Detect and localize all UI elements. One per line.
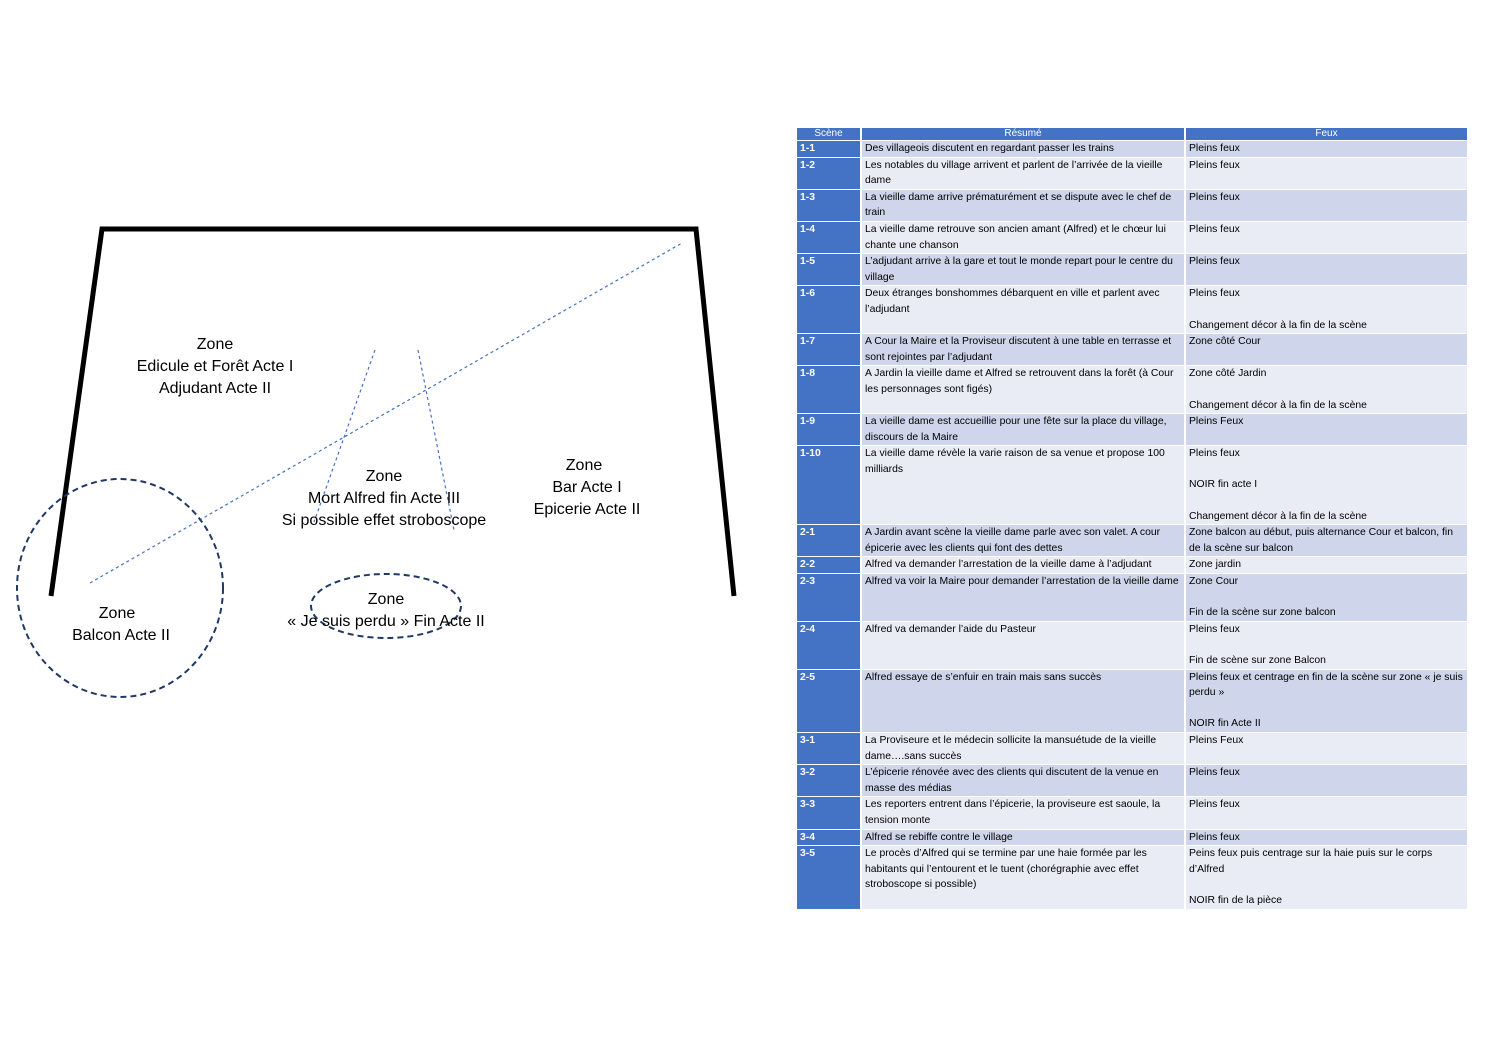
cell-resume bbox=[862, 286, 1184, 333]
cell-feux bbox=[1186, 830, 1467, 846]
table-row bbox=[797, 557, 1467, 573]
cell-resume bbox=[862, 414, 1184, 445]
cell-resume bbox=[862, 525, 1184, 556]
cell-resume bbox=[862, 158, 1184, 189]
resume-line: La vieille dame révèle la varie raison de sa venue et propose 100 milliards bbox=[865, 448, 1165, 475]
cell-scene: 2-1 bbox=[797, 525, 860, 556]
feux-line: Pleins feux et centrage en fin de la scène sur zone « je suis perdu » bbox=[1189, 671, 1463, 699]
feux-line: Pleins Feux bbox=[1189, 416, 1244, 428]
feux-line: Zone côté Cour bbox=[1189, 336, 1261, 348]
zone-label-perdu bbox=[266, 589, 506, 633]
zone-line: « Je suis perdu » Fin Acte II bbox=[287, 613, 485, 630]
cell-resume bbox=[862, 254, 1184, 285]
feux-line: Fin de la scène sur zone balcon bbox=[1189, 607, 1336, 619]
cell-scene: 1-7 bbox=[797, 334, 860, 365]
cell-resume bbox=[862, 765, 1184, 796]
cell-feux bbox=[1186, 574, 1467, 621]
table-row bbox=[797, 670, 1467, 732]
cell-feux bbox=[1186, 733, 1467, 764]
resume-line: Alfred va voir la Maire pour demander l’arrestation de la vieille dame bbox=[865, 576, 1179, 588]
feux-line bbox=[1189, 701, 1464, 717]
scene-table bbox=[795, 127, 1469, 910]
cell-feux bbox=[1186, 222, 1467, 253]
table-row bbox=[797, 525, 1467, 556]
zone-line: Edicule et Forêt Acte I bbox=[136, 358, 294, 375]
feux-line: Zone côté Jardin bbox=[1189, 368, 1267, 380]
feux-line: Zone jardin bbox=[1189, 559, 1241, 571]
resume-line: Alfred essaye de s’enfuir en train mais sans succès bbox=[865, 671, 1102, 683]
zone-line: Zone bbox=[365, 468, 403, 485]
feux-line: NOIR fin de la pièce bbox=[1189, 894, 1282, 906]
feux-line: Pleins feux bbox=[1189, 799, 1240, 811]
zone-line: Mort Alfred fin Acte III bbox=[307, 490, 461, 507]
table-row bbox=[797, 286, 1467, 333]
cell-resume bbox=[862, 574, 1184, 621]
header-scene: Scène bbox=[797, 128, 860, 140]
feux-line: NOIR fin acte I bbox=[1189, 479, 1258, 491]
feux-line: Fin de scène sur zone Balcon bbox=[1189, 655, 1326, 666]
cell-feux bbox=[1186, 334, 1467, 365]
resume-line: Des villageois discutent en regardant passer les trains bbox=[865, 143, 1114, 154]
resume-line: Alfred va demander l’aide du Pasteur bbox=[865, 623, 1036, 635]
resume-line: A Cour la Maire et la Proviseur discutent à une table en terrasse et sont rejointes par l’adjudant bbox=[865, 336, 1172, 363]
cell-feux bbox=[1186, 158, 1467, 189]
cell-feux bbox=[1186, 765, 1467, 796]
table-row bbox=[797, 141, 1467, 157]
zone-label-balcon bbox=[51, 603, 191, 647]
table-body bbox=[797, 141, 1467, 909]
feux-line: Changement décor à la fin de la scène bbox=[1189, 510, 1367, 522]
cell-scene: 2-3 bbox=[797, 574, 860, 621]
cell-feux bbox=[1186, 254, 1467, 285]
feux-line: Pleins feux bbox=[1189, 143, 1240, 154]
cell-scene: 3-3 bbox=[797, 797, 860, 828]
table-row bbox=[797, 797, 1467, 828]
cell-scene: 2-5 bbox=[797, 670, 860, 732]
cell-resume bbox=[862, 366, 1184, 413]
resume-line: Les reporters entrent dans l’épicerie, la proviseure est saoule, la tension monte bbox=[865, 799, 1161, 826]
cell-feux bbox=[1186, 414, 1467, 445]
table-row bbox=[797, 254, 1467, 285]
feux-line: Zone balcon au début, puis alternance Cour et balcon, fin de la scène sur balcon bbox=[1189, 527, 1453, 554]
cell-feux bbox=[1186, 557, 1467, 573]
zone-line: Epicerie Acte II bbox=[533, 501, 641, 518]
cell-resume bbox=[862, 797, 1184, 828]
feux-line: Pleins feux bbox=[1189, 159, 1240, 171]
cell-scene: 1-3 bbox=[797, 190, 860, 221]
cell-resume bbox=[862, 670, 1184, 732]
feux-line: Zone Cour bbox=[1189, 576, 1239, 588]
feux-line bbox=[1189, 590, 1464, 606]
feux-line: Changement décor à la fin de la scène bbox=[1189, 319, 1367, 331]
cell-feux bbox=[1186, 190, 1467, 221]
table-row bbox=[797, 446, 1467, 524]
feux-line: Pleins feux bbox=[1189, 831, 1240, 843]
cell-scene: 1-10 bbox=[797, 446, 860, 524]
resume-line: L’épicerie rénovée avec des clients qui discutent de la venue en masse des médias bbox=[865, 767, 1159, 794]
diagonal-dashed-line bbox=[90, 243, 682, 583]
feux-line bbox=[1189, 877, 1464, 893]
zone-line: Zone bbox=[98, 605, 136, 622]
cell-resume bbox=[862, 557, 1184, 573]
header-resume: Résumé bbox=[862, 128, 1184, 140]
resume-line: Le procès d’Alfred qui se termine par une haie formée par les habitants qui l’entourent et le tuent (chorégraphie avec effet stroboscope si possible) bbox=[865, 848, 1147, 891]
feux-line: Pleins Feux bbox=[1189, 734, 1244, 746]
feux-line bbox=[1189, 462, 1464, 478]
cell-scene: 1-5 bbox=[797, 254, 860, 285]
table-row bbox=[797, 366, 1467, 413]
feux-line bbox=[1189, 302, 1464, 318]
cell-feux bbox=[1186, 622, 1467, 669]
zone-label-bar bbox=[507, 455, 667, 521]
cell-scene: 3-5 bbox=[797, 846, 860, 908]
stage-diagram bbox=[0, 0, 760, 760]
cell-scene: 1-6 bbox=[797, 286, 860, 333]
zone-line: Zone bbox=[196, 336, 234, 353]
header-feux: Feux bbox=[1186, 128, 1467, 140]
feux-line: Peins feux puis centrage sur la haie puis sur le corps d’Alfred bbox=[1189, 848, 1433, 875]
resume-line: Les notables du village arrivent et parlent de l’arrivée de la vieille dame bbox=[865, 159, 1163, 187]
resume-line: A Jardin avant scène la vieille dame parle avec son valet. A cour épicerie avec les clients qui font des dettes bbox=[865, 527, 1161, 554]
cell-scene: 1-9 bbox=[797, 414, 860, 445]
feux-line bbox=[1189, 382, 1464, 398]
resume-line: Alfred se rebiffe contre le village bbox=[865, 831, 1013, 843]
cell-resume bbox=[862, 334, 1184, 365]
table-row bbox=[797, 830, 1467, 846]
zone-line: Adjudant Acte II bbox=[158, 380, 272, 397]
table-row bbox=[797, 574, 1467, 621]
feux-line: Pleins feux bbox=[1189, 288, 1240, 300]
zone-line: Bar Acte I bbox=[552, 479, 622, 496]
stage-outline bbox=[51, 229, 734, 596]
cell-scene: 1-8 bbox=[797, 366, 860, 413]
zone-line: Zone bbox=[565, 457, 603, 474]
zone-line: Zone bbox=[367, 591, 405, 608]
zone-label-mort-alfred bbox=[264, 466, 504, 532]
cell-scene: 2-4 bbox=[797, 622, 860, 669]
resume-line: Deux étranges bonshommes débarquent en ville et parlent avec l’adjudant bbox=[865, 288, 1160, 315]
table-row bbox=[797, 414, 1467, 445]
table-row bbox=[797, 733, 1467, 764]
feux-line bbox=[1189, 493, 1464, 509]
cell-resume bbox=[862, 733, 1184, 764]
balcon-zone-ellipse bbox=[17, 479, 223, 697]
cell-feux bbox=[1186, 525, 1467, 556]
feux-line: Pleins feux bbox=[1189, 623, 1240, 635]
table-row bbox=[797, 222, 1467, 253]
cell-scene: 3-2 bbox=[797, 765, 860, 796]
table-row bbox=[797, 158, 1467, 189]
cell-resume bbox=[862, 622, 1184, 669]
cell-scene: 1-2 bbox=[797, 158, 860, 189]
feux-line: Pleins feux bbox=[1189, 191, 1240, 203]
zone-line: Si possible effet stroboscope bbox=[281, 512, 487, 529]
zone-line: Balcon Acte II bbox=[72, 627, 170, 644]
resume-line: La Proviseure et le médecin sollicite la mansuétude de la vieille dame….sans succès bbox=[865, 734, 1157, 762]
cell-scene: 2-2 bbox=[797, 557, 860, 573]
cell-feux bbox=[1186, 366, 1467, 413]
cell-resume bbox=[862, 446, 1184, 524]
feux-line: NOIR fin Acte II bbox=[1189, 718, 1261, 730]
resume-line: Alfred va demander l’arrestation de la vieille dame à l’adjudant bbox=[865, 559, 1152, 571]
resume-line: L’adjudant arrive à la gare et tout le monde repart pour le centre du village bbox=[865, 256, 1173, 283]
feux-line: Pleins feux bbox=[1189, 767, 1240, 779]
cell-feux bbox=[1186, 286, 1467, 333]
resume-line: A Jardin la vieille dame et Alfred se retrouvent dans la forêt (à Cour les personnages sont figés) bbox=[865, 368, 1174, 395]
table-row bbox=[797, 622, 1467, 669]
feux-line: Pleins feux bbox=[1189, 256, 1240, 268]
cell-feux bbox=[1186, 846, 1467, 908]
cell-scene: 3-4 bbox=[797, 830, 860, 846]
cell-feux bbox=[1186, 141, 1467, 157]
table-row bbox=[797, 846, 1467, 908]
cell-feux bbox=[1186, 797, 1467, 828]
cell-feux bbox=[1186, 670, 1467, 732]
cell-resume bbox=[862, 190, 1184, 221]
cell-scene: 1-1 bbox=[797, 141, 860, 157]
cell-resume bbox=[862, 830, 1184, 846]
table-row bbox=[797, 765, 1467, 796]
cell-resume bbox=[862, 846, 1184, 908]
table-row bbox=[797, 190, 1467, 221]
feux-line bbox=[1189, 637, 1464, 653]
cell-scene: 1-4 bbox=[797, 222, 860, 253]
cell-feux bbox=[1186, 446, 1467, 524]
cell-resume bbox=[862, 141, 1184, 157]
cell-resume bbox=[862, 222, 1184, 253]
resume-line: La vieille dame retrouve son ancien amant (Alfred) et le chœur lui chante une chanson bbox=[865, 223, 1166, 251]
table-row bbox=[797, 334, 1467, 365]
resume-line: La vieille dame est accueillie pour une fête sur la place du village, discours de la Maire bbox=[865, 416, 1167, 443]
cell-scene: 3-1 bbox=[797, 733, 860, 764]
feux-line: Pleins feux bbox=[1189, 448, 1240, 460]
zone-label-edicule bbox=[113, 334, 317, 400]
table-header-row bbox=[797, 128, 1467, 140]
feux-line: Changement décor à la fin de la scène bbox=[1189, 399, 1367, 411]
feux-line: Pleins feux bbox=[1189, 223, 1240, 235]
resume-line: La vieille dame arrive prématurément et se dispute avec le chef de train bbox=[865, 191, 1172, 219]
